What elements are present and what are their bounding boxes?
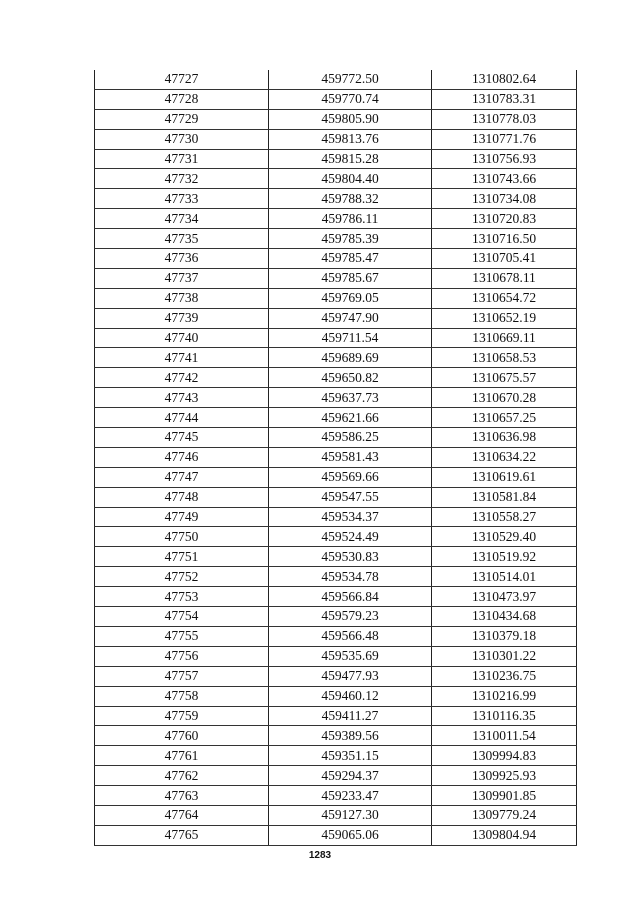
point-id-cell: 47737: [95, 268, 269, 288]
x-coordinate-cell: 459460.12: [269, 686, 432, 706]
y-coordinate-cell: 1310519.92: [432, 547, 577, 567]
y-coordinate-cell: 1310011.54: [432, 726, 577, 746]
y-coordinate-cell: 1310657.25: [432, 408, 577, 428]
x-coordinate-cell: 459581.43: [269, 447, 432, 467]
x-coordinate-cell: 459786.11: [269, 209, 432, 229]
x-coordinate-cell: 459805.90: [269, 109, 432, 129]
y-coordinate-cell: 1310771.76: [432, 129, 577, 149]
point-id-cell: 47728: [95, 89, 269, 109]
x-coordinate-cell: 459747.90: [269, 308, 432, 328]
y-coordinate-cell: 1310654.72: [432, 288, 577, 308]
point-id-cell: 47742: [95, 368, 269, 388]
point-id-cell: 47762: [95, 766, 269, 786]
y-coordinate-cell: 1310636.98: [432, 428, 577, 448]
table-row: [95, 746, 577, 766]
point-id-cell: 47759: [95, 706, 269, 726]
y-coordinate-cell: 1310216.99: [432, 686, 577, 706]
point-id-cell: 47733: [95, 189, 269, 209]
table-row: [95, 567, 577, 587]
point-id-cell: 47760: [95, 726, 269, 746]
point-id-cell: 47761: [95, 746, 269, 766]
point-id-cell: 47744: [95, 408, 269, 428]
x-coordinate-cell: 459785.67: [269, 268, 432, 288]
table-row: [95, 467, 577, 487]
point-id-cell: 47753: [95, 587, 269, 607]
table-row: [95, 527, 577, 547]
x-coordinate-cell: 459788.32: [269, 189, 432, 209]
table-row: [95, 209, 577, 229]
table-row: [95, 626, 577, 646]
y-coordinate-cell: 1310720.83: [432, 209, 577, 229]
y-coordinate-cell: 1310678.11: [432, 268, 577, 288]
x-coordinate-cell: 459785.39: [269, 229, 432, 249]
x-coordinate-cell: 459566.84: [269, 587, 432, 607]
point-id-cell: 47727: [95, 70, 269, 89]
point-id-cell: 47757: [95, 666, 269, 686]
y-coordinate-cell: 1310658.53: [432, 348, 577, 368]
x-coordinate-cell: 459524.49: [269, 527, 432, 547]
y-coordinate-cell: 1310301.22: [432, 646, 577, 666]
x-coordinate-cell: 459065.06: [269, 825, 432, 845]
table-row: [95, 766, 577, 786]
point-id-cell: 47740: [95, 328, 269, 348]
table-row: [95, 249, 577, 269]
table-row: [95, 70, 577, 89]
y-coordinate-cell: 1310652.19: [432, 308, 577, 328]
x-coordinate-cell: 459389.56: [269, 726, 432, 746]
x-coordinate-cell: 459294.37: [269, 766, 432, 786]
y-coordinate-cell: 1309901.85: [432, 786, 577, 806]
point-id-cell: 47752: [95, 567, 269, 587]
point-id-cell: 47755: [95, 626, 269, 646]
x-coordinate-cell: 459547.55: [269, 487, 432, 507]
x-coordinate-cell: 459534.78: [269, 567, 432, 587]
x-coordinate-cell: 459586.25: [269, 428, 432, 448]
x-coordinate-cell: 459411.27: [269, 706, 432, 726]
y-coordinate-cell: 1310434.68: [432, 607, 577, 627]
x-coordinate-cell: 459621.66: [269, 408, 432, 428]
point-id-cell: 47732: [95, 169, 269, 189]
table-row: [95, 786, 577, 806]
point-id-cell: 47730: [95, 129, 269, 149]
table-row: [95, 726, 577, 746]
x-coordinate-cell: 459530.83: [269, 547, 432, 567]
table-row: [95, 706, 577, 726]
point-id-cell: 47743: [95, 388, 269, 408]
point-id-cell: 47763: [95, 786, 269, 806]
x-coordinate-cell: 459711.54: [269, 328, 432, 348]
table-row: [95, 587, 577, 607]
y-coordinate-cell: 1310581.84: [432, 487, 577, 507]
y-coordinate-cell: 1310634.22: [432, 447, 577, 467]
table-row: [95, 348, 577, 368]
page-number: 1283: [308, 850, 332, 861]
y-coordinate-cell: 1310473.97: [432, 587, 577, 607]
x-coordinate-cell: 459566.48: [269, 626, 432, 646]
table-row: [95, 607, 577, 627]
point-id-cell: 47735: [95, 229, 269, 249]
table-row: [95, 686, 577, 706]
y-coordinate-cell: 1310379.18: [432, 626, 577, 646]
point-id-cell: 47729: [95, 109, 269, 129]
table-row: [95, 447, 577, 467]
y-coordinate-cell: 1310743.66: [432, 169, 577, 189]
y-coordinate-cell: 1310236.75: [432, 666, 577, 686]
point-id-cell: 47748: [95, 487, 269, 507]
point-id-cell: 47738: [95, 288, 269, 308]
x-coordinate-cell: 459769.05: [269, 288, 432, 308]
point-id-cell: 47749: [95, 507, 269, 527]
point-id-cell: 47747: [95, 467, 269, 487]
y-coordinate-cell: 1309804.94: [432, 825, 577, 845]
point-id-cell: 47758: [95, 686, 269, 706]
coordinates-table: [94, 70, 577, 846]
x-coordinate-cell: 459569.66: [269, 467, 432, 487]
y-coordinate-cell: 1310670.28: [432, 388, 577, 408]
table-row: [95, 89, 577, 109]
x-coordinate-cell: 459233.47: [269, 786, 432, 806]
y-coordinate-cell: 1310669.11: [432, 328, 577, 348]
table-row: [95, 408, 577, 428]
y-coordinate-cell: 1310514.01: [432, 567, 577, 587]
point-id-cell: 47739: [95, 308, 269, 328]
table-row: [95, 109, 577, 129]
point-id-cell: 47736: [95, 249, 269, 269]
point-id-cell: 47754: [95, 607, 269, 627]
y-coordinate-cell: 1310705.41: [432, 249, 577, 269]
y-coordinate-cell: 1309779.24: [432, 805, 577, 825]
table-row: [95, 368, 577, 388]
y-coordinate-cell: 1310716.50: [432, 229, 577, 249]
x-coordinate-cell: 459815.28: [269, 149, 432, 169]
table-row: [95, 507, 577, 527]
x-coordinate-cell: 459535.69: [269, 646, 432, 666]
table-row: [95, 428, 577, 448]
y-coordinate-cell: 1310756.93: [432, 149, 577, 169]
x-coordinate-cell: 459650.82: [269, 368, 432, 388]
point-id-cell: 47765: [95, 825, 269, 845]
x-coordinate-cell: 459804.40: [269, 169, 432, 189]
table-row: [95, 169, 577, 189]
point-id-cell: 47756: [95, 646, 269, 666]
y-coordinate-cell: 1310675.57: [432, 368, 577, 388]
point-id-cell: 47764: [95, 805, 269, 825]
table-row: [95, 229, 577, 249]
table-row: [95, 825, 577, 845]
table-row: [95, 388, 577, 408]
x-coordinate-cell: 459637.73: [269, 388, 432, 408]
table-row: [95, 666, 577, 686]
table-row: [95, 189, 577, 209]
point-id-cell: 47750: [95, 527, 269, 547]
x-coordinate-cell: 459534.37: [269, 507, 432, 527]
point-id-cell: 47741: [95, 348, 269, 368]
table-row: [95, 129, 577, 149]
y-coordinate-cell: 1310778.03: [432, 109, 577, 129]
table-row: [95, 487, 577, 507]
x-coordinate-cell: 459127.30: [269, 805, 432, 825]
table-row: [95, 308, 577, 328]
x-coordinate-cell: 459579.23: [269, 607, 432, 627]
y-coordinate-cell: 1309994.83: [432, 746, 577, 766]
point-id-cell: 47734: [95, 209, 269, 229]
table-row: [95, 646, 577, 666]
point-id-cell: 47751: [95, 547, 269, 567]
y-coordinate-cell: 1310558.27: [432, 507, 577, 527]
point-id-cell: 47746: [95, 447, 269, 467]
x-coordinate-cell: 459785.47: [269, 249, 432, 269]
coordinates-table-body: [95, 70, 577, 845]
y-coordinate-cell: 1310734.08: [432, 189, 577, 209]
x-coordinate-cell: 459772.50: [269, 70, 432, 89]
table-row: [95, 288, 577, 308]
x-coordinate-cell: 459477.93: [269, 666, 432, 686]
x-coordinate-cell: 459351.15: [269, 746, 432, 766]
point-id-cell: 47745: [95, 428, 269, 448]
y-coordinate-cell: 1310116.35: [432, 706, 577, 726]
table-row: [95, 149, 577, 169]
y-coordinate-cell: 1310802.64: [432, 70, 577, 89]
y-coordinate-cell: 1310783.31: [432, 89, 577, 109]
point-id-cell: 47731: [95, 149, 269, 169]
table-row: [95, 547, 577, 567]
table-row: [95, 328, 577, 348]
table-row: [95, 268, 577, 288]
y-coordinate-cell: 1309925.93: [432, 766, 577, 786]
table-row: [95, 805, 577, 825]
x-coordinate-cell: 459813.76: [269, 129, 432, 149]
x-coordinate-cell: 459770.74: [269, 89, 432, 109]
y-coordinate-cell: 1310529.40: [432, 527, 577, 547]
x-coordinate-cell: 459689.69: [269, 348, 432, 368]
y-coordinate-cell: 1310619.61: [432, 467, 577, 487]
